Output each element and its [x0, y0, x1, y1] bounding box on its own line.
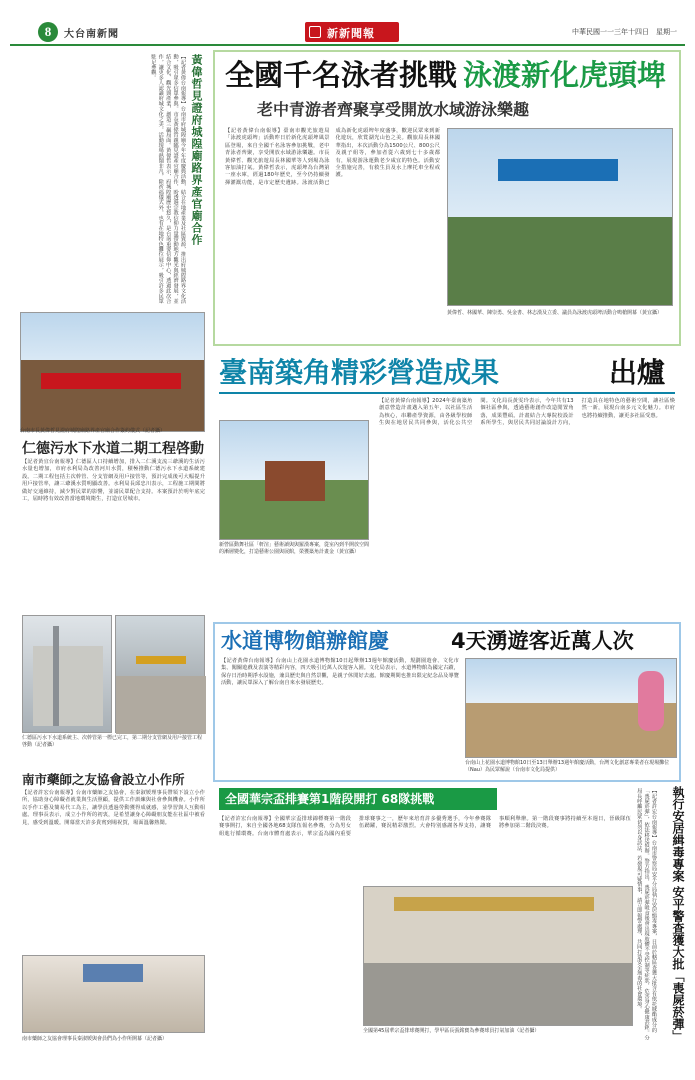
masthead-logo [305, 22, 399, 42]
museum-body: 【記者黃偉台南報導】台南山上花園水道博物館10日起舉辦13週年館慶活動，規劃園遊會、文化市集、闖關遊戲及表演等精彩內容，四天吸引近萬人次遊客入園。文化局表示，水道博物館為國定古蹟，保存日治時期淨水設施，兼具歷史與自然景觀，是親子休閒好去處。館慶期間也推出限定紀念品及導覽活動，讓民眾深入了解台南自來水發展歷史。 [221, 658, 459, 687]
sewer-headline: 仁德污水下水道二期工程啓動 [22, 441, 204, 457]
swim-headline-green: 泳渡新化虎頭埤 [463, 58, 667, 92]
huang-caption: 台南市長黃偉哲見證府城隍廟路界產官廟合作簽約儀式（記者攝） [20, 428, 166, 434]
volleyball-photo [363, 886, 633, 1026]
page-header [0, 0, 695, 50]
huang-article [20, 50, 205, 357]
volleyball-article [213, 786, 638, 1044]
drug-body: 【記者許宏台南報導】台南市警察局安平分局執行安居緝毒專案，日前於轄區查獲大批含有依托咪酯成分的「喪屍菸彈」，依法移送偵辦。警方指出，喪屍菸彈吸食後會出現肢體不受控制等症狀，危害身心健康甚鉅。分局長呼籲民眾切勿以身試法，若發現可疑情事，請立即報警處理，共同打造安全無毒的社會環境。 [636, 788, 657, 1041]
sewer-photo-2 [115, 615, 205, 733]
swim-caption: 黃偉哲、林國華、陳崇勇、吳金書、林志漢及立委、議員為泳渡虎頭埤活動合鳴槍開幕（黃宜攝） [447, 310, 663, 316]
museum-photo [465, 658, 677, 758]
volleyball-headline: 全國華宗盃排賽第1階段開打 68隊挑戰 [225, 792, 435, 806]
museum-headline-black: 4天湧遊客近萬人次 [451, 629, 634, 653]
section-name: 大台南新聞 [64, 29, 119, 40]
masthead-seal-icon [309, 26, 321, 38]
issue-date: 中華民國一一三年十四日 星期一 [572, 28, 677, 36]
swim-article [213, 50, 681, 346]
drug-article [636, 786, 685, 1044]
page-number: 8 [44, 24, 52, 39]
association-headline: 南市藥師之友協會設立小作所 [22, 772, 185, 787]
temple-photo [219, 420, 369, 540]
museum-headline-blue: 水道博物館辦館慶 [221, 629, 389, 653]
sewer-photo-1 [22, 615, 112, 733]
museum-caption: 台南山上花園水道博物館10日至13日舉辦13週年館慶活動，台灣文化創意專業者在現場攤位（Nau）為民眾解說（台南市文化局提供） [465, 760, 670, 773]
association-photo [22, 955, 205, 1033]
temple-article [213, 350, 681, 620]
huang-body: 【記者黃偉台南報導】台南市府城隍廟今年年度慶典活動，結合在地產業及社區資源，推出府城隍路界文化活動，吸引眾多信眾參與。市長黃偉哲親臨見證產官廟合作，盼透過宗教信仰力量帶動地方觀光與經濟發展，並結合文化、觀光與產業，創造三贏局面。黃偉哲表示，府城隍廟歷史悠久，是台南重要信仰中心，透過此次合作，讓更多人認識府城文化之美。活動現場熱鬧非凡，除祈福儀式外，也有在地特色攤位展示，吸引許多民眾駐足參觀。 [150, 54, 186, 304]
temple-body: 【記者黃偉台南報導】2024年臺南築角創意營造計畫邁入第五年，以社區生活為核心，串聯產學資源，由各級學校師生與在地居民共同參與，活化公共空間。文化局長黃雯玲表示，今年共有13個社區參與，透過藝術創作改造閒置角落，成果豐碩。計畫結合大專院校設計系所學生，與居民共同討論設計方向，打造具在地特色的藝術空間，讓社區煥然一新，展現台南多元文化魅力。市府也將持續推動，讓更多社區受惠。 [379, 398, 675, 427]
swim-subhead: 老中青游者齊聚享受開放水域游泳樂趣 [257, 100, 530, 119]
masthead-title: 新新聞報 [327, 27, 375, 40]
temple-underline [219, 392, 675, 394]
volleyball-caption: 全國第45屆華宗盃排球賽開打，學甲區長張銘寶為參賽球員打氣加油（記者攝） [363, 1028, 540, 1034]
huang-photo [20, 312, 205, 432]
temple-caption: 新營區動舞社區「軒渲」藝術讀與與羅漢專案，從室內到半開放空間的漸層變化，打造藝術公園與展館，榮獲築角計畫金（黃宜攝） [219, 542, 370, 555]
museum-article [213, 622, 681, 782]
volleyball-body: 【記者許宏台南報導】全國華宗盃排球錦標賽第一階段賽事開打，來自全國各地68支隊伍報名參賽，分為男女組進行循環賽。台南市體育處表示，華宗盃為國內重要排球賽事之一，歷年來培育許多優秀選手，今年參賽隊伍踴躍，賽況精彩激烈。大會特別感謝各界支持，讓賽事順利舉辦。第一階段賽事將持續至本週日，晉級隊伍將參加第二階段決賽。 [219, 816, 631, 837]
header-rule [10, 44, 685, 46]
huang-headline: 黃偉哲見證府城隍廟路界產官廟合作 [190, 54, 203, 246]
temple-headline-teal: 臺南築角精彩營造成果 [219, 356, 500, 389]
drug-headline: 執行安居緝毒專案 安平警查獲大批「喪屍菸彈」 [671, 786, 685, 1043]
sewer-body: 【記者黃宜台南報導】仁德區人口持續增加，排入二仁溪支流三爺溪的生活污水量也增加，市府水利局為改善河川水質，積極推動仁德污水下水道系統建設。二期工程包括主次幹管、分支管網及用戶接管等，預計完成後可大幅提升用戶接管率，讓三爺溪水質明顯改善。水利局長邱忠川表示，工程施工期間將做好交通維持，減少對民眾的影響，並請民眾配合支持。本案預計於明年底完工，屆時將有效改善當地環境衛生，打造宜居城市。 [22, 459, 205, 503]
temple-headline-black: 出爐 [609, 356, 666, 389]
association-body: 【記者許宏台南報導】台南市藥師之友協會，在秦淑媛理事長帶領下設立小作所，協助身心障礙者就業與生活照顧，提供工作訓練與社會參與機會。小作所以手作工藝及簡易代工為主，讓學員透過勞動獲得成就感，並學習與人互動相處。理事長表示，成立小作所的初衷，是希望讓身心障礙朋友能在社區中被看見，感受到溫暖。開幕當天許多貴賓到場祝賀，場面溫馨熱鬧。 [22, 790, 205, 826]
association-caption: 南市藥師之友協會理事長秦淑媛與會員們為小作所開幕（記者攝） [22, 1036, 168, 1042]
swim-headline-black: 全國千名泳者挑戰 [225, 58, 458, 92]
swim-body: 【記者黃偉台南報導】臺南市觀光旅遊局「泳渡虎頭埤」活動昨日於新化虎頭埤風景區登場，來自全國千名泳客參加挑戰，老中青泳者齊聚，享受開放水域游泳樂趣。市長黃偉哲、觀光旅遊局長林國華等人到場為泳客加油打氣。黃偉哲表示，虎頭埤為台灣第一座水庫，經過180年歷史，至今仍持續發揮灌溉功能，是市定歷史遺跡。泳渡活動已成為新化虎頭埤年度盛事，歡迎民眾來到新化遊玩，欣賞湖光山色之美。觀旅局長林國華指出，本次活動分為1500公尺、800公尺及親子組等，參加者從六歲到七十多歲都有，展現游泳運動老少咸宜的特色。活動安全措施完善，有救生員及水上摩托車全程戒護。 [225, 128, 440, 186]
sewer-caption: 仁德區污水下水道系統主、次幹管第一標已完工，第二期分支管網及用戶接管工程啓動（記者攝） [22, 735, 203, 748]
swim-photo [447, 128, 673, 306]
